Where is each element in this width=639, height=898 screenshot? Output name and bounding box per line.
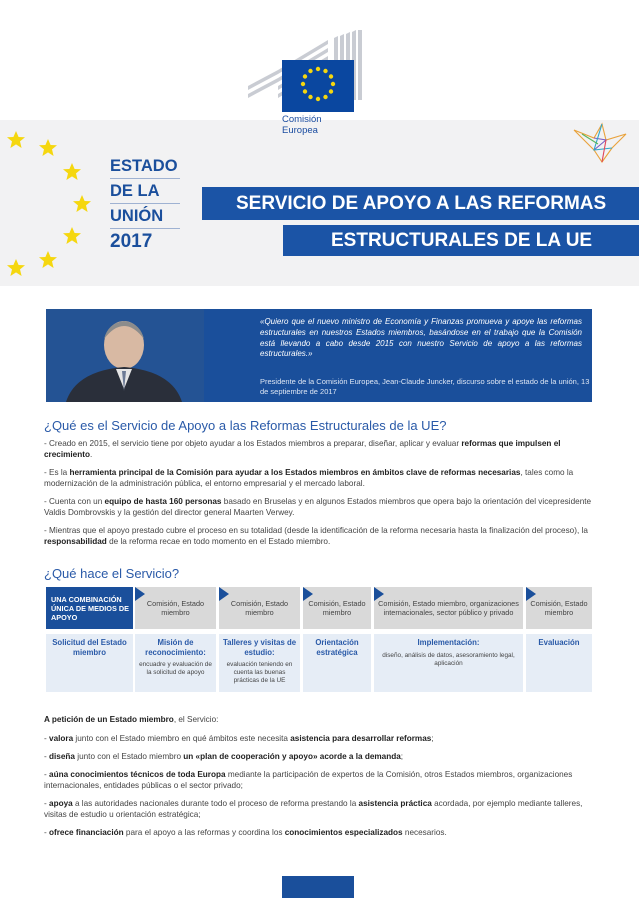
list-item: - ofrece financiación para el apoyo a las reformas y coordina los conocimientos especializados necesarios. [44,827,447,837]
quote-text: «Quiero que el nuevo ministro de Economía y Finanzas promueva y apoye las reformas estructurales en nuestros Estados miembros, basándose en el trabajo que la Comisión está llevando a cabo desde 2015 con nuestro Servicio de apoyo a las reformas estructurales.» [260,317,582,359]
list-item: - valora junto con el Estado miembro en qué ámbitos este necesita asistencia para desarrollar reformas; [44,734,434,744]
process-steps [46,587,592,629]
what-is-list [44,438,596,554]
process-step: Comisión, Estado miembro [135,587,216,629]
list-item: - Cuenta con un equipo de hasta 160 personas basado en Bruselas y en algunos Estados miembros que opera bajo la orientación del vicepresidente Valdis Dombrovskis y la gestión del director general Maarten Verwey. [44,497,592,518]
process-boxes [46,634,592,692]
ec-org-name [282,114,362,136]
list-item: - Mientras que el apoyo prestado cubre el proceso en su totalidad (desde la identificación de la reforma necesaria hasta la finalización del proceso), la responsabilidad de la reforma recae en todo momento en el Estado miembro. [44,526,588,547]
arrow-icon [374,587,384,601]
origami-bird-icon [572,118,628,168]
page-title-line-2: ESTRUCTURALES DE LA UE [283,225,639,256]
quote-box [46,309,592,402]
header [0,0,639,300]
request-intro: A petición de un Estado miembro, el Servicio: [44,715,219,724]
list-item: - Creado en 2015, el servicio tiene por objeto ayudar a los Estados miembros a preparar, diseñar, aplicar y evaluar reformas que impulsen el crecimiento. [44,439,561,460]
list-item: - diseña junto con el Estado miembro un «plan de cooperación y apoyo» acorde a la demanda; [44,752,404,761]
list-item: - Es la herramienta principal de la Comisión para ayudar a los Estados miembros en ámbitos clave de reformas necesarias, tales como la modernización de la administración pública, el entorno empresarial y el mercado laboral. [44,468,574,489]
footer-bar [282,876,354,898]
eu-flag [282,60,354,112]
process-box: Misión de reconocimiento: encuadre y evaluación de la solicitud de apoyo [135,634,216,692]
state-of-union-label [110,156,180,255]
portrait-photo [46,309,204,402]
arrow-icon [303,587,313,601]
list-item: - aúna conocimientos técnicos de toda Europa mediante la participación de expertos de la Comisión, otros Estados miembros, organizaciones internacionales, entidades públicas o el sector privado; [44,769,573,790]
list-item: - apoya a las autoridades nacionales durante todo el proceso de reforma prestando la asistencia práctica acordada, por ejemplo mediante talleres, visitas de estudio u orientación estratégica; [44,798,583,819]
process-step: Comisión, Estado miembro [526,587,592,629]
process-step: Comisión, Estado miembro [303,587,371,629]
process-step: Comisión, Estado miembro [219,587,300,629]
process-box: Orientación estratégica [303,634,371,692]
org-line-2: Europea [282,125,318,136]
process-box: Talleres y visitas de estudio: evaluación teniendo en cuenta las buenas prácticas de la UE [219,634,300,692]
soe-line-3: UNIÓN [110,206,180,229]
process-box: Implementación: diseño, análisis de datos, asesoramiento legal, aplicación [374,634,523,692]
quote-source: Presidente de la Comisión Europea, Jean-Claude Juncker, discurso sobre el estado de la unión, 13 de septiembre de 2017 [260,377,590,396]
arrow-icon [135,587,145,601]
process-step: UNA COMBINACIÓN ÚNICA DE MEDIOS DE APOYO [46,587,133,629]
process-step: Comisión, Estado miembro, organizaciones internacionales, sector público y privado [374,587,523,629]
section-heading-what-is: ¿Qué es el Servicio de Apoyo a las Reformas Estructurales de la UE? [44,418,447,433]
process-box: Solicitud del Estado miembro [46,634,133,692]
arrow-icon [526,587,536,601]
section-heading-what-does: ¿Qué hace el Servicio? [44,566,180,581]
request-list [44,714,596,844]
org-line-1: Comisión [282,114,322,125]
soe-line-2: DE LA [110,181,180,204]
eu-stars-icon [282,60,354,112]
process-box: Evaluación [526,634,592,692]
soe-year: 2017 [110,231,153,252]
soe-line-1: ESTADO [110,156,180,179]
eu-stars-decoration [0,124,95,284]
arrow-icon [219,587,229,601]
page-title-line-1: SERVICIO DE APOYO A LAS REFORMAS [202,187,639,220]
